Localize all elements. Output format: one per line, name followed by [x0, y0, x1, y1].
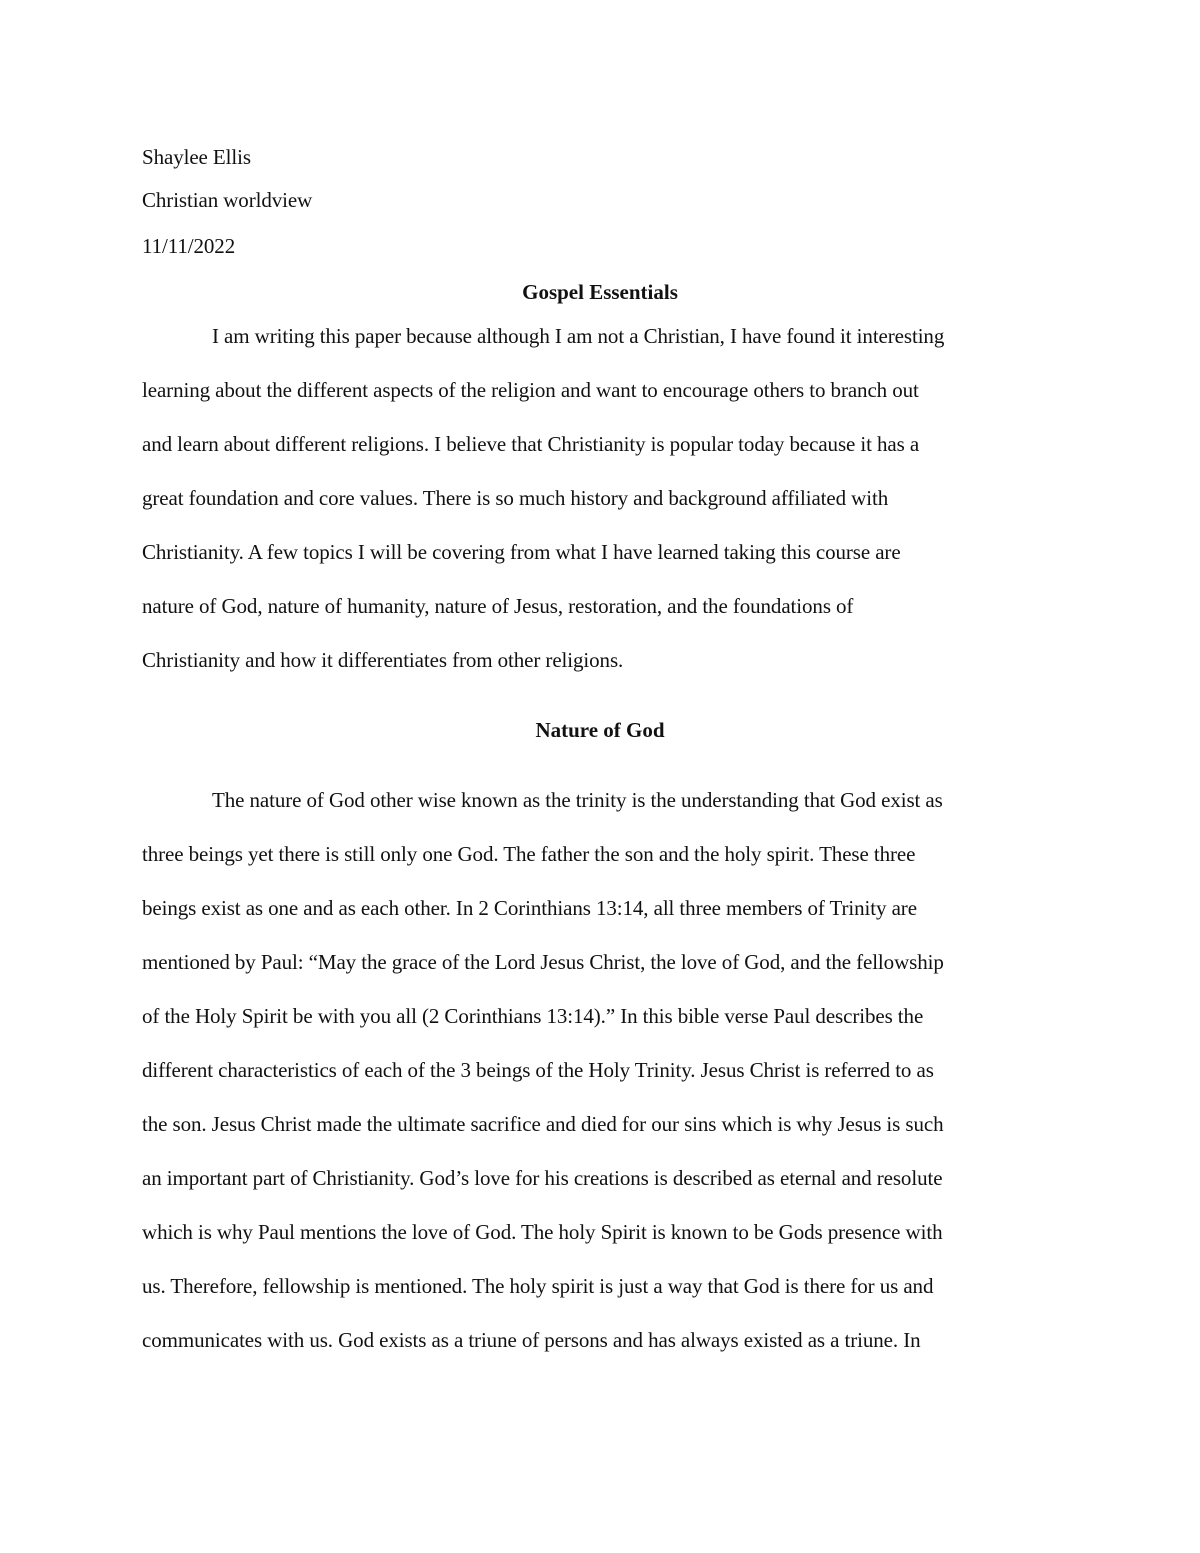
paragraph-line: different characteristics of each of the 3 beings of the Holy Trinity. Jesus Christ is referred to as — [142, 1058, 934, 1082]
paragraph-line: and learn about different religions. I believe that Christianity is popular today because it has a — [142, 432, 920, 456]
paragraph-line: which is why Paul mentions the love of God. The holy Spirit is known to be Gods presence with — [142, 1220, 943, 1244]
section-heading: Nature of God — [535, 718, 665, 742]
paragraph-line: learning about the different aspects of the religion and want to encourage others to branch out — [142, 378, 919, 402]
paragraph-line: mentioned by Paul: “May the grace of the Lord Jesus Christ, the love of God, and the fellowship — [142, 950, 944, 974]
paragraph-line: I am writing this paper because although I am not a Christian, I have found it interesting — [212, 324, 945, 348]
paragraph-line: of the Holy Spirit be with you all (2 Corinthians 13:14).” In this bible verse Paul describes the — [142, 1004, 924, 1028]
paragraph-line: three beings yet there is still only one God. The father the son and the holy spirit. These three — [142, 842, 916, 866]
paragraph-line: us. Therefore, fellowship is mentioned. The holy spirit is just a way that God is there for us and — [142, 1274, 934, 1298]
course-name: Christian worldview — [142, 188, 313, 212]
paragraph-line: great foundation and core values. There is so much history and background affiliated with — [142, 486, 889, 510]
paragraph-line: nature of God, nature of humanity, nature of Jesus, restoration, and the foundations of — [142, 594, 854, 618]
paragraph-line: Christianity. A few topics I will be covering from what I have learned taking this course are — [142, 540, 901, 564]
paragraph-line: the son. Jesus Christ made the ultimate sacrifice and died for our sins which is why Jesus is such — [142, 1112, 944, 1136]
paragraph-line: an important part of Christianity. God’s love for his creations is described as eternal and resolute — [142, 1166, 943, 1190]
paragraph-line: communicates with us. God exists as a triune of persons and has always existed as a triune. In — [142, 1328, 921, 1352]
document-date: 11/11/2022 — [142, 234, 236, 258]
paragraph-line: Christianity and how it differentiates from other religions. — [142, 648, 624, 672]
paragraph-line: beings exist as one and as each other. In 2 Corinthians 13:14, all three members of Trinity are — [142, 896, 917, 920]
author-name: Shaylee Ellis — [142, 145, 251, 169]
paragraph-line: The nature of God other wise known as the trinity is the understanding that God exist as — [212, 788, 943, 812]
document-title: Gospel Essentials — [522, 280, 678, 304]
